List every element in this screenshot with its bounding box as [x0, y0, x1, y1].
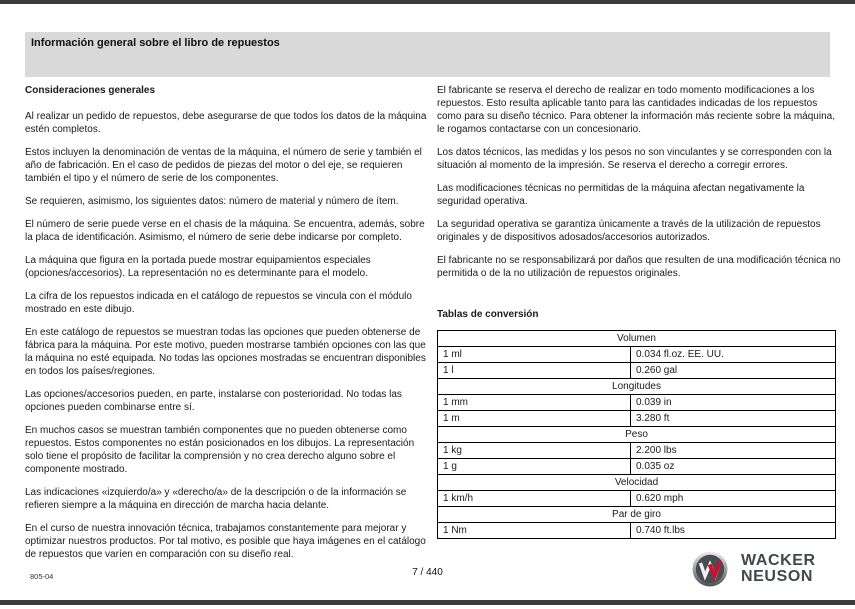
brand-badge-icon: [692, 551, 728, 587]
left-column-paragraphs: [25, 110, 431, 561]
table-section-row: [438, 507, 836, 523]
paragraph: Las opciones/accesorios pueden, en parte, instalarse con posterioridad. No todas las opciones pueden combinarse entre sí.: [25, 389, 402, 413]
table-section-row: [438, 475, 836, 491]
table-cell: 1 g: [438, 459, 631, 475]
table-cell: 0.035 oz: [631, 459, 836, 475]
conversion-table: [437, 330, 836, 539]
paragraph: Las modificaciones técnicas no permitidas de la máquina afectan negativamente la seguridad operativa.: [437, 183, 805, 207]
brand-wordmark-line1: WACKER: [741, 552, 816, 569]
conversion-table-body: [438, 331, 836, 539]
table-cell: 0.260 gal: [631, 363, 836, 379]
table-section-title: Longitudes: [438, 379, 836, 395]
paragraph: Estos incluyen la denominación de ventas de la máquina, el número de serie y también el año de fabricación. En el caso de pedidos de piezas del motor o del eje, se requieren también el tipo y el número de serie de los componentes.: [25, 147, 422, 184]
paragraph: En este catálogo de repuestos se muestran todas las opciones que pueden obtenerse de fábrica para la máquina. Por este motivo, pueden mostrarse también opciones con las que la máquina no esté equipada. No todas las opciones mostradas se encuentran disponibles en todos los países/regiones.: [25, 327, 426, 377]
table-cell: 1 km/h: [438, 491, 631, 507]
table-row: [438, 459, 836, 475]
top-divider-bar: [0, 0, 855, 4]
table-cell: 0.740 ft.lbs: [631, 523, 836, 539]
paragraph: Se requieren, asimismo, los siguientes datos: número de material y número de ítem.: [25, 196, 399, 207]
table-cell: 1 Nm: [438, 523, 631, 539]
paragraph: El fabricante no se responsabilizará por daños que resulten de una modificación técnica no permitida o de la no utilización de repuestos originales.: [437, 255, 841, 279]
page-title: Información general sobre el libro de repuestos: [31, 37, 280, 49]
bottom-divider-bar: [0, 600, 855, 605]
table-section-row: [438, 379, 836, 395]
paragraph: En muchos casos se muestran también componentes que no pueden obtenerse como repuestos. Estos componentes no están posicionados en los dibujos. La representación solo tiene el propósito de facilitar la comprensión y no crea derecho alguno sobre el componente mostrado.: [25, 425, 415, 475]
table-cell: 1 ml: [438, 347, 631, 363]
table-row: [438, 411, 836, 427]
table-cell: 1 kg: [438, 443, 631, 459]
conversion-tables-heading: Tablas de conversión: [437, 309, 539, 320]
paragraph: En el curso de nuestra innovación técnica, trabajamos constantemente para mejorar y optimizar nuestros productos. Por tal motivo, es posible que haya imágenes en el catálogo de repuestos que varíen en comparación con su diseño real.: [25, 523, 426, 560]
right-column-paragraphs: [437, 84, 844, 280]
brand-wordmark-line2: NEUSON: [741, 568, 814, 585]
paragraph: La seguridad operativa se garantiza únicamente a través de la utilización de repuestos originales y de dispositivos adosados/accesorios autorizados.: [437, 219, 821, 243]
left-column: [25, 84, 431, 571]
table-cell: 2.200 lbs: [631, 443, 836, 459]
table-row: [438, 491, 836, 507]
table-row: [438, 523, 836, 539]
table-cell: 0.039 in: [631, 395, 836, 411]
brand-wordmark: [741, 553, 816, 585]
table-section-title: Par de giro: [438, 507, 836, 523]
table-row: [438, 347, 836, 363]
wacker-neuson-logo: [692, 551, 816, 587]
table-row: [438, 363, 836, 379]
table-section-title: Volumen: [438, 331, 836, 347]
right-column: [437, 84, 844, 539]
footer-doc-code: 805-04: [30, 572, 54, 581]
table-cell: 1 m: [438, 411, 631, 427]
paragraph: La máquina que figura en la portada puede mostrar equipamientos especiales (opciones/accesorios). La representación no es determinante para el modelo.: [25, 255, 371, 279]
table-row: [438, 395, 836, 411]
table-section-row: [438, 331, 836, 347]
footer-page-number: 7 / 440: [412, 567, 443, 578]
table-cell: 0.620 mph: [631, 491, 836, 507]
table-row: [438, 443, 836, 459]
table-cell: 1 l: [438, 363, 631, 379]
table-cell: 1 mm: [438, 395, 631, 411]
table-section-row: [438, 427, 836, 443]
section-heading: Consideraciones generales: [25, 85, 156, 96]
table-cell: 0.034 fl.oz. EE. UU.: [631, 347, 836, 363]
paragraph: Los datos técnicos, las medidas y los pesos no son vinculantes y se corresponden con la situación al momento de la impresión. Se reserva el derecho a corregir errores.: [437, 147, 832, 171]
paragraph: El número de serie puede verse en el chasis de la máquina. Se encuentra, además, sobre la placa de identificación. Asimismo, el número de serie debe indicarse por completo.: [25, 219, 425, 243]
paragraph: Las indicaciones «izquierdo/a» y «derecho/a» de la descripción o de la información se refieren siempre a la máquina en dirección de marcha hacia delante.: [25, 487, 407, 511]
paragraph: La cifra de los repuestos indicada en el catálogo de repuestos se vincula con el módulo mostrado en este dibujo.: [25, 291, 412, 315]
paragraph: Al realizar un pedido de repuestos, debe asegurarse de que todos los datos de la máquina estén completos.: [25, 111, 427, 135]
table-cell: 3.280 ft: [631, 411, 836, 427]
paragraph: El fabricante se reserva el derecho de realizar en todo momento modificaciones a los repuestos. Esto resulta aplicable tanto para las cantidades indicadas de los repuestos como para su diseño técnico. Para obtener la información más reciente sobre la máquina, le rogamos contactarse con un concesionario.: [437, 85, 835, 135]
chapter-title-bar: [25, 32, 830, 77]
table-section-title: Velocidad: [438, 475, 836, 491]
table-section-title: Peso: [438, 427, 836, 443]
